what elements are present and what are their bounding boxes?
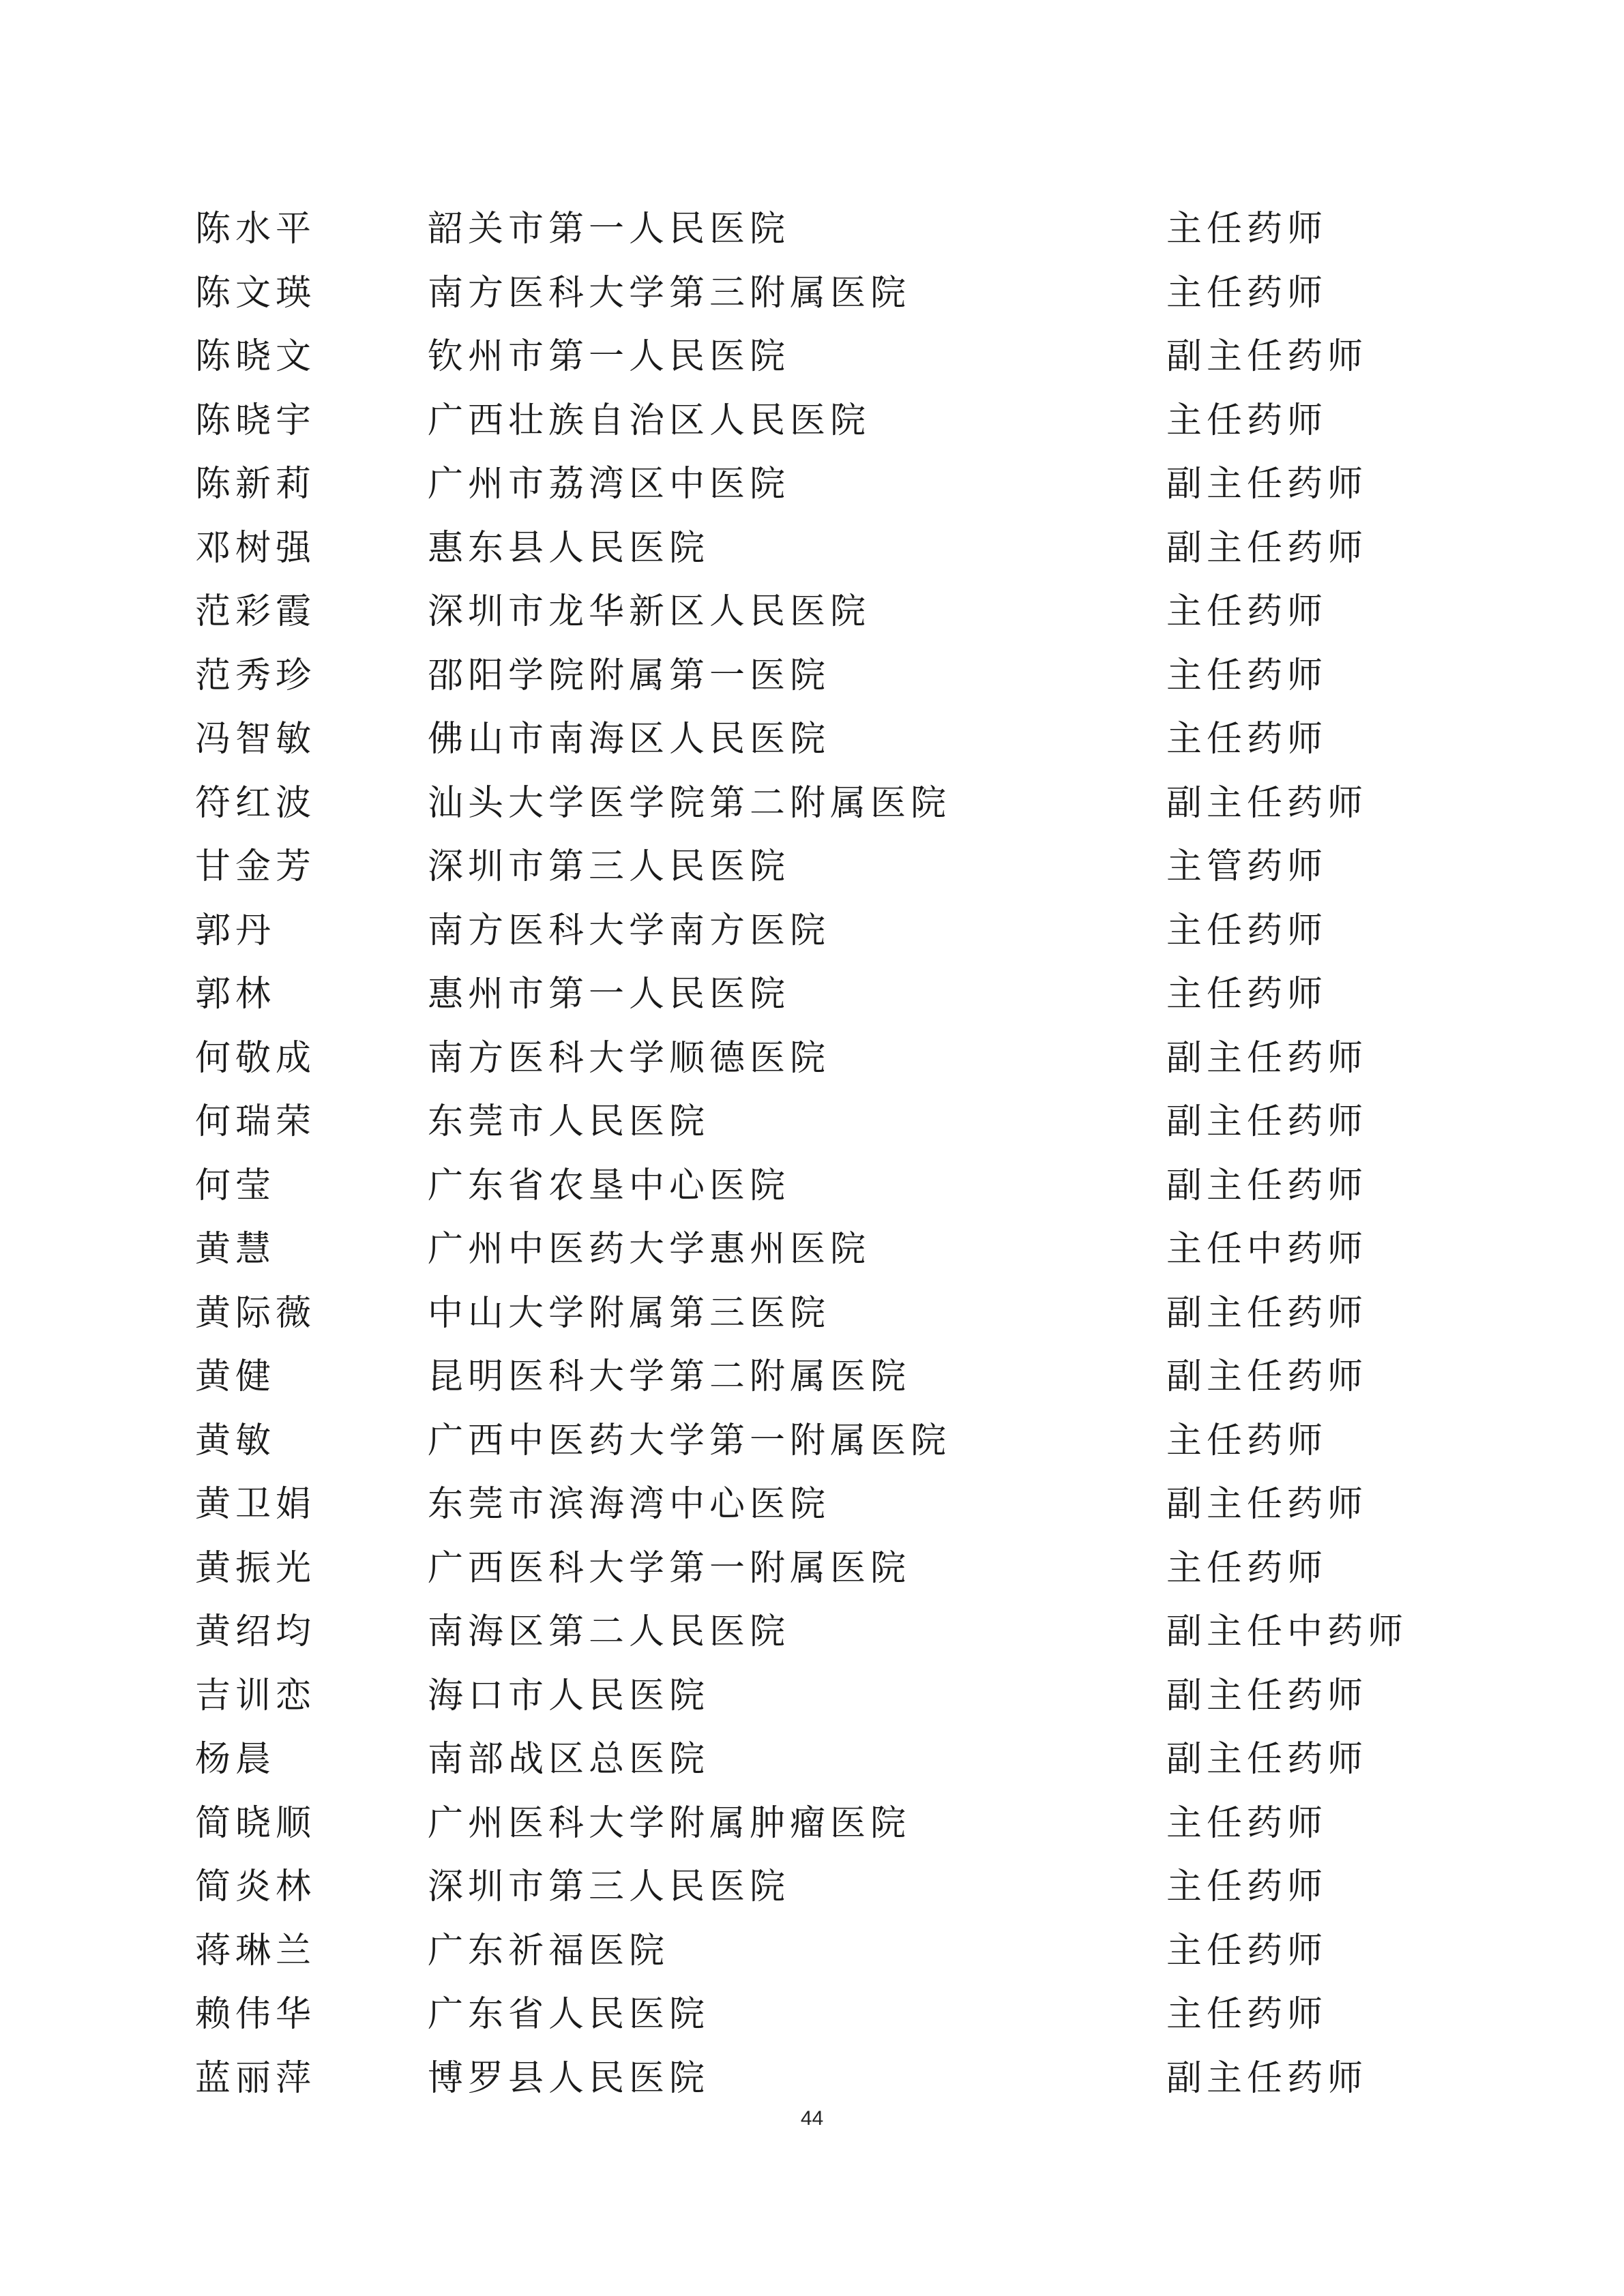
job-title: 主任药师 [1166,1994,1328,2035]
hospital-name: 南部战区总医院 [428,1739,710,1780]
list-item [0,1600,1624,1665]
person-name: 杨晨 [195,1739,276,1780]
hospital-name: 广东祈福医院 [428,1930,670,1971]
job-title: 主任药师 [1166,1547,1328,1589]
job-title: 主任药师 [1166,1866,1328,1907]
list-item [0,1282,1624,1346]
list-item [0,1410,1624,1474]
hospital-name: 南海区第二人民医院 [428,1611,791,1652]
list-item [0,772,1624,836]
job-title: 副主任药师 [1166,1292,1368,1334]
hospital-name: 广西中医药大学第一附属医院 [428,1420,951,1461]
person-name: 郭林 [195,974,276,1015]
job-title: 主任药师 [1166,910,1328,951]
list-item [0,1218,1624,1282]
person-name: 陈文瑛 [195,272,316,314]
hospital-name: 南方医科大学南方医院 [428,910,831,951]
list-item [0,517,1624,581]
hospital-name: 昆明医科大学第二附属医院 [428,1356,911,1397]
hospital-name: 中山大学附属第三医院 [428,1292,831,1334]
hospital-name: 惠州市第一人民医院 [428,974,791,1015]
job-title: 副主任药师 [1166,464,1368,505]
job-title: 主任药师 [1166,655,1328,696]
person-name: 陈晓宇 [195,400,316,441]
hospital-name: 钦州市第一人民医院 [428,336,791,377]
hospital-name: 汕头大学医学院第二附属医院 [428,782,951,824]
hospital-name: 广西壮族自治区人民医院 [428,400,871,441]
list-item [0,1473,1624,1537]
list-item [0,2047,1624,2111]
roster-list [0,198,1624,2111]
job-title: 主任药师 [1166,1802,1328,1844]
list-item [0,708,1624,772]
hospital-name: 博罗县人民医院 [428,2057,710,2099]
list-item [0,1728,1624,1792]
person-name: 黄健 [195,1356,276,1397]
person-name: 甘金芳 [195,846,316,887]
person-name: 黄绍均 [195,1611,316,1652]
job-title: 主任药师 [1166,1930,1328,1971]
job-title: 副主任药师 [1166,1739,1368,1780]
hospital-name: 东莞市人民医院 [428,1101,710,1142]
job-title: 主任药师 [1166,209,1328,250]
person-name: 陈水平 [195,209,316,250]
list-item [0,325,1624,389]
list-item [0,1090,1624,1154]
hospital-name: 邵阳学院附属第一医院 [428,655,831,696]
job-title: 主任药师 [1166,974,1328,1015]
list-item [0,899,1624,964]
job-title: 副主任药师 [1166,782,1368,824]
hospital-name: 广东省农垦中心医院 [428,1165,791,1206]
job-title: 主任药师 [1166,272,1328,314]
job-title: 主任药师 [1166,400,1328,441]
person-name: 何瑞荣 [195,1101,316,1142]
list-item [0,1027,1624,1091]
person-name: 冯智敏 [195,719,316,760]
job-title: 副主任中药师 [1166,1611,1408,1652]
list-item [0,453,1624,517]
person-name: 陈晓文 [195,336,316,377]
hospital-name: 韶关市第一人民医院 [428,209,791,250]
person-name: 蓝丽萍 [195,2057,316,2099]
hospital-name: 广州市荔湾区中医院 [428,464,791,505]
person-name: 黄慧 [195,1229,276,1270]
job-title: 主任药师 [1166,1420,1328,1461]
page-number: 44 [800,2107,824,2130]
hospital-name: 广州中医药大学惠州医院 [428,1229,871,1270]
list-item [0,1855,1624,1920]
person-name: 邓树强 [195,527,316,569]
person-name: 黄振光 [195,1547,316,1589]
job-title: 副主任药师 [1166,1101,1368,1142]
job-title: 副主任药师 [1166,1484,1368,1525]
person-name: 简炎林 [195,1866,316,1907]
person-name: 符红波 [195,782,316,824]
person-name: 何敬成 [195,1037,316,1079]
list-item [0,644,1624,709]
job-title: 副主任药师 [1166,2057,1368,2099]
list-item [0,1345,1624,1410]
list-item [0,1154,1624,1219]
person-name: 范彩霞 [195,591,316,632]
person-name: 蒋琳兰 [195,1930,316,1971]
person-name: 吉训恋 [195,1675,316,1716]
hospital-name: 东莞市滨海湾中心医院 [428,1484,831,1525]
hospital-name: 海口市人民医院 [428,1675,710,1716]
hospital-name: 广西医科大学第一附属医院 [428,1547,911,1589]
person-name: 黄际薇 [195,1292,316,1334]
job-title: 主任中药师 [1166,1229,1368,1270]
list-item [0,1537,1624,1601]
hospital-name: 广东省人民医院 [428,1994,710,2035]
person-name: 何莹 [195,1165,276,1206]
hospital-name: 深圳市龙华新区人民医院 [428,591,871,632]
person-name: 范秀珍 [195,655,316,696]
person-name: 郭丹 [195,910,276,951]
list-item [0,1792,1624,1856]
person-name: 简晓顺 [195,1802,316,1844]
job-title: 副主任药师 [1166,1165,1368,1206]
list-item [0,198,1624,262]
job-title: 主管药师 [1166,846,1328,887]
list-item [0,835,1624,899]
list-item [0,262,1624,326]
list-item [0,580,1624,644]
hospital-name: 佛山市南海区人民医院 [428,719,831,760]
list-item [0,1665,1624,1729]
job-title: 主任药师 [1166,719,1328,760]
person-name: 赖伟华 [195,1994,316,2035]
job-title: 副主任药师 [1166,336,1368,377]
hospital-name: 南方医科大学顺德医院 [428,1037,831,1079]
list-item [0,1920,1624,1984]
job-title: 副主任药师 [1166,1675,1368,1716]
hospital-name: 深圳市第三人民医院 [428,1866,791,1907]
job-title: 主任药师 [1166,591,1328,632]
person-name: 陈新莉 [195,464,316,505]
person-name: 黄卫娟 [195,1484,316,1525]
hospital-name: 惠东县人民医院 [428,527,710,569]
list-item [0,963,1624,1027]
person-name: 黄敏 [195,1420,276,1461]
hospital-name: 广州医科大学附属肿瘤医院 [428,1802,911,1844]
hospital-name: 深圳市第三人民医院 [428,846,791,887]
list-item [0,389,1624,453]
list-item [0,1983,1624,2047]
job-title: 副主任药师 [1166,1356,1368,1397]
hospital-name: 南方医科大学第三附属医院 [428,272,911,314]
job-title: 副主任药师 [1166,1037,1368,1079]
job-title: 副主任药师 [1166,527,1368,569]
